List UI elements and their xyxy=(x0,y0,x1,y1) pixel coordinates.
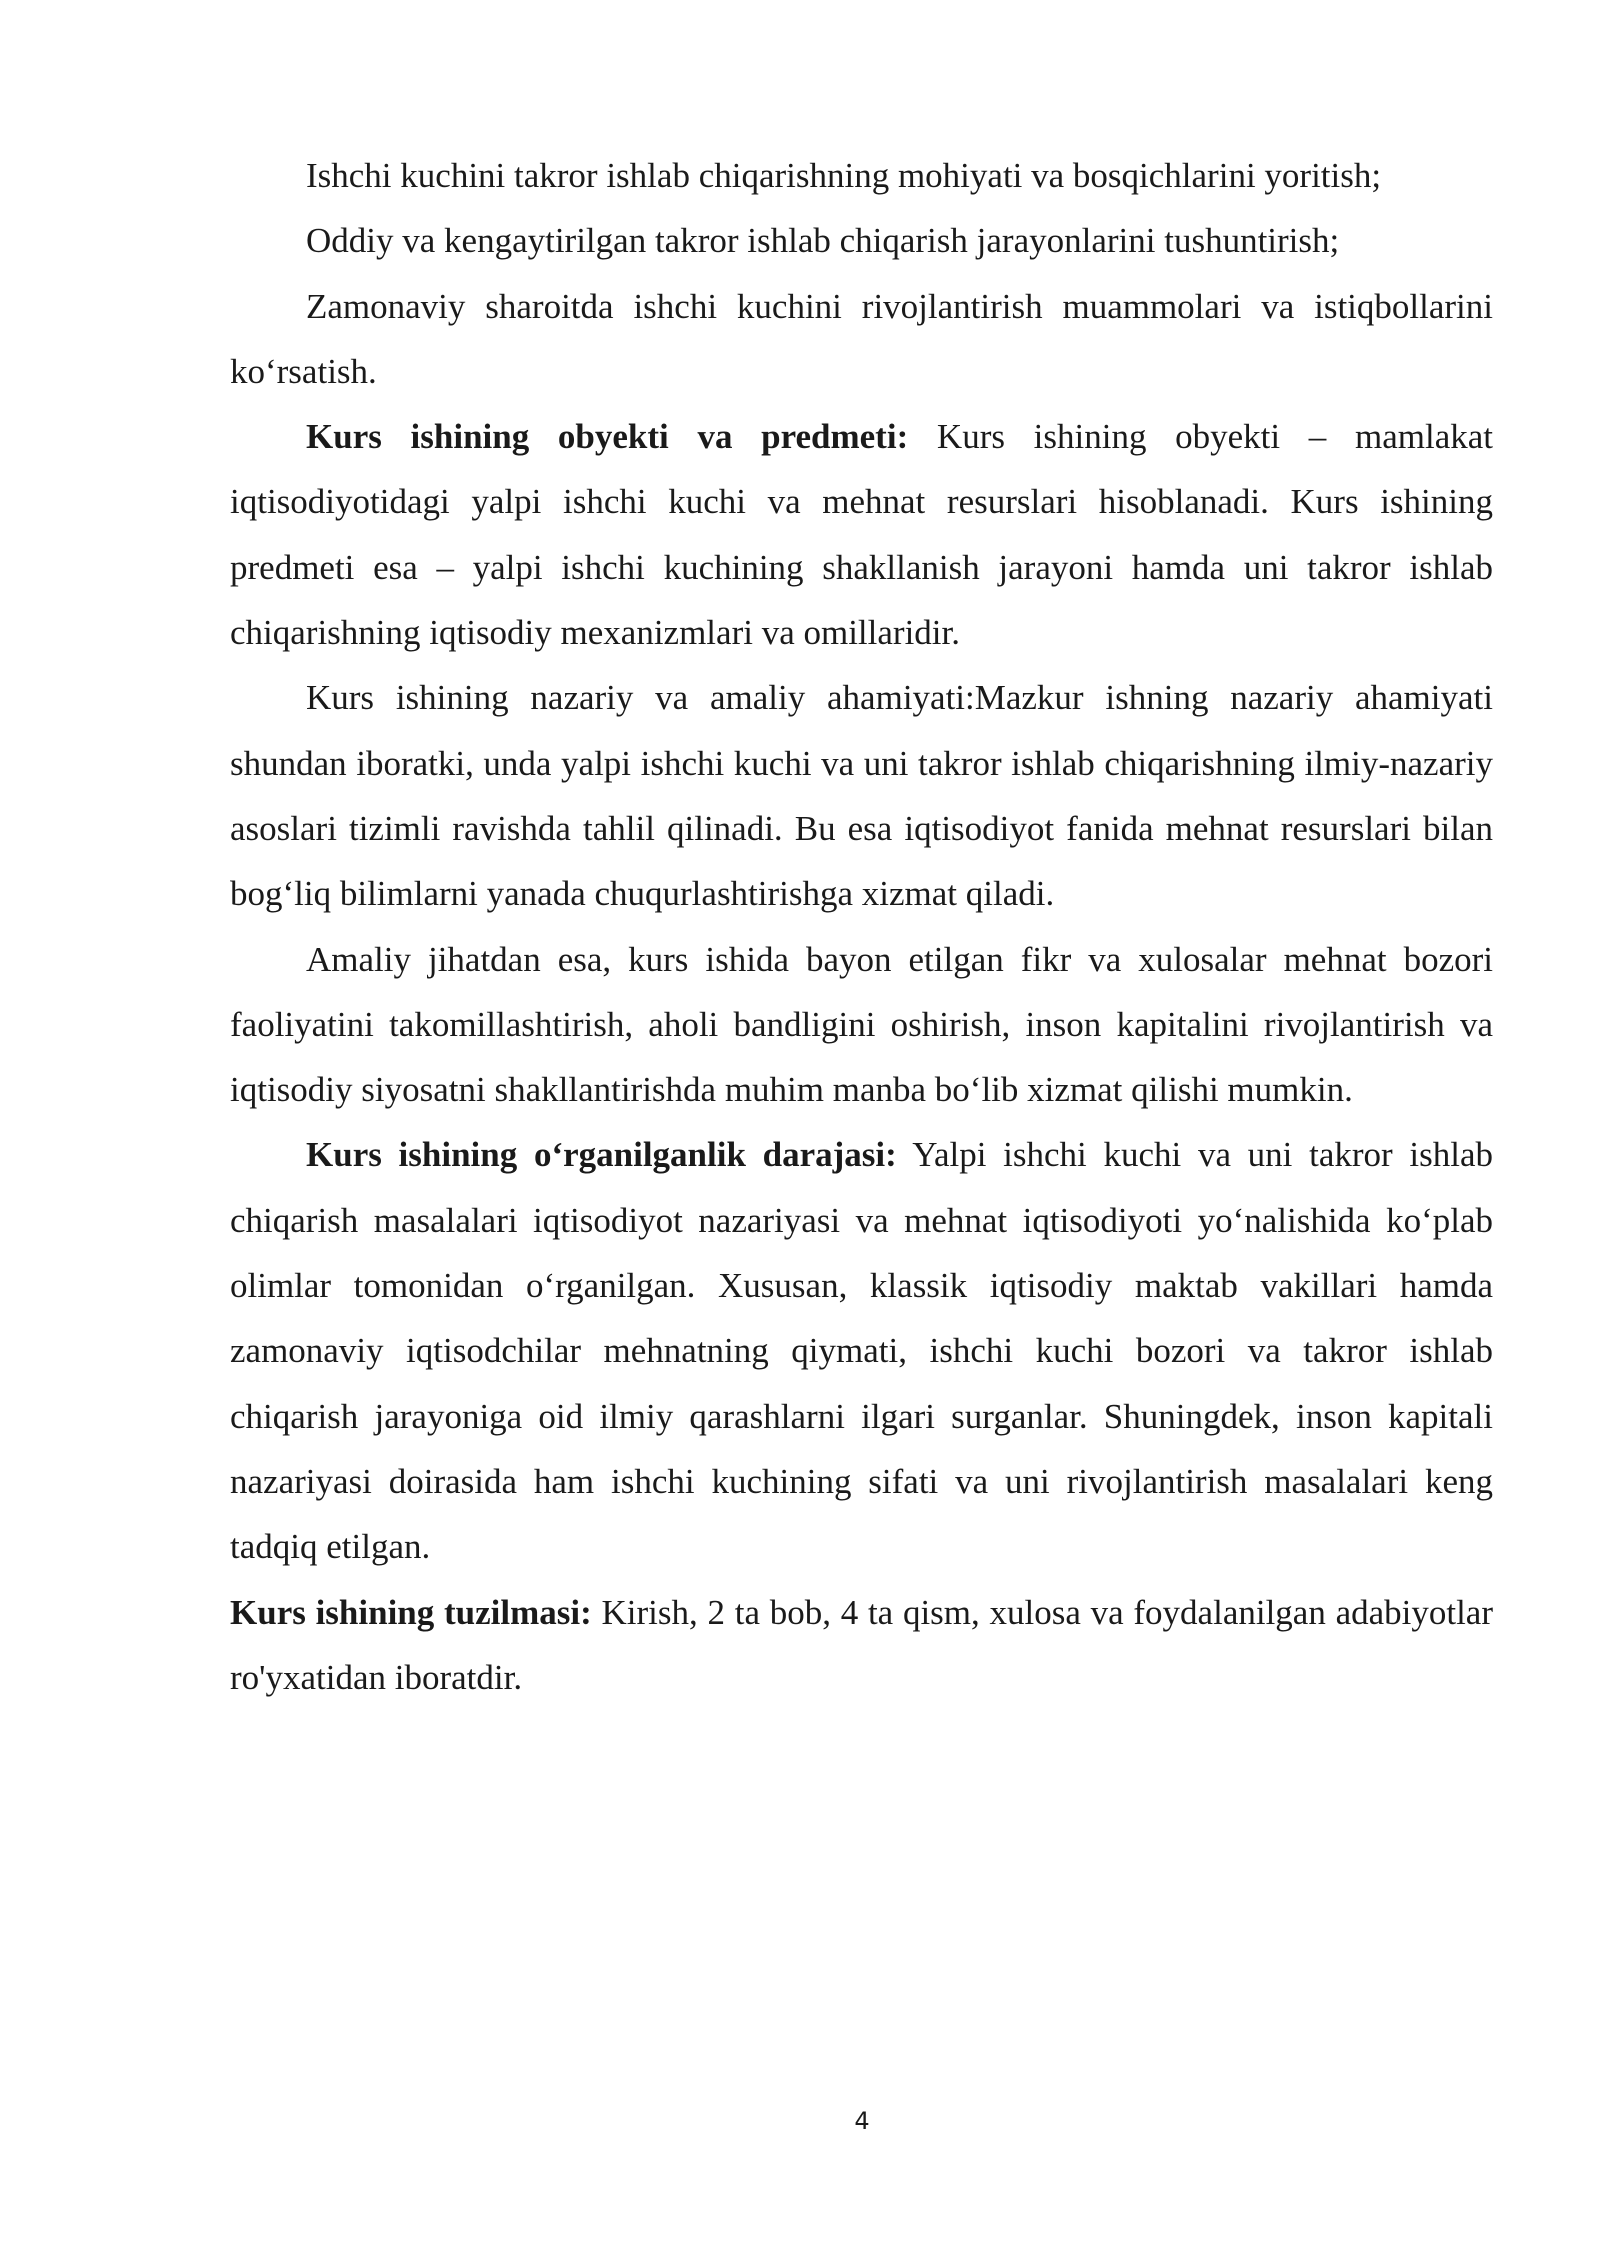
objective-item-1: Ishchi kuchini takror ishlab chiqarishning mohiyati va bosqichlarini yoritish; xyxy=(306,156,1382,195)
objective-item-2: Oddiy va kengaytirilgan takror ishlab chiqarish jarayonlarini tushuntirish; xyxy=(306,221,1340,261)
structure-text: Kirish, 2 ta bob, 4 ta qism, xulosa va foydalanilgan adabiyotlar ro'yxatidan iboratdir. xyxy=(230,1592,1493,1697)
page-number: 4 xyxy=(854,2107,870,2135)
object-subject-text: Kurs ishining obyekti – mamlakat iqtisodiyotidagi yalpi ishchi kuchi va mehnat resurslari hisoblanadi. Kurs ishining predmeti esa – yalpi ishchi kuchining shakllanish jarayoni hamda uni takror ishlab chiqarishning iqtisodiy mexanizmlari va omillaridir. xyxy=(230,417,1493,653)
study-degree-heading: Kurs ishining o‘rganilganlik darajasi: xyxy=(306,1135,897,1175)
practical-significance-paragraph: Amaliy jihatdan esa, kurs ishida bayon etilgan fikr va xulosalar mehnat bozori faoliyatini takomillashtirish, aholi bandligini oshirish, inson kapitalini rivojlantirish va iqtisodiy siyosatni shakllantirishda muhim manba bo‘lib xizmat qilishi mumkin. xyxy=(230,939,1493,1110)
significance-paragraph: Kurs ishining nazariy va amaliy ahamiyati:Mazkur ishning nazariy ahamiyati shundan iboratki, unda yalpi ishchi kuchi va uni takror ishlab chiqarishning ilmiy-nazariy asoslari tizimli ravishda tahlil qilinadi. Bu esa iqtisodiyot fanida mehnat resurslari bilan bog‘liq bilimlarni yanada chuqurlashtirishga xizmat qiladi. xyxy=(230,678,1493,914)
object-subject-paragraph xyxy=(230,404,1493,665)
structure-paragraph xyxy=(230,1580,1493,1711)
object-subject-heading: Kurs ishining obyekti va predmeti: xyxy=(306,417,909,457)
objective-item-3: Zamonaviy sharoitda ishchi kuchini rivojlantirish muammolari va istiqbollarini ko‘rsatish. xyxy=(230,286,1493,391)
structure-heading: Kurs ishining tuzilmasi: xyxy=(230,1592,592,1632)
page-body xyxy=(230,143,1493,1710)
study-degree-paragraph xyxy=(230,1122,1493,1579)
study-degree-text: Yalpi ishchi kuchi va uni takror ishlab chiqarish masalalari iqtisodiyot nazariyasi va mehnat iqtisodiyoti yo‘nalishida ko‘plab olimlar tomonidan o‘rganilgan. Xususan, klassik iqtisodiy maktab vakillari hamda zamonaviy iqtisodchilar mehnatning qiymati, ishchi kuchi bozori va takror ishlab chiqarish jarayoniga oid ilmiy qarashlarni ilgari surganlar. Shuningdek, inson kapitali nazariyasi doirasida ham ishchi kuchining sifati va uni rivojlantirish masalalari keng tadqiq etilgan. xyxy=(230,1135,1493,1567)
